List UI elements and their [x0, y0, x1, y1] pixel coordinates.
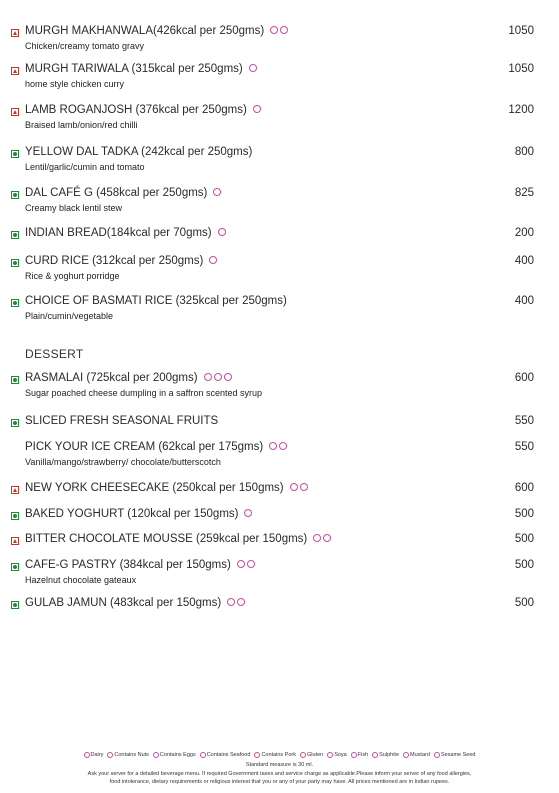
allergen-icon	[237, 560, 245, 568]
allergen-legend	[0, 752, 559, 758]
item-title	[25, 441, 287, 453]
allergen-icon	[313, 534, 321, 542]
item-price: 1200	[508, 104, 534, 116]
legend-item	[327, 752, 347, 758]
item-title	[25, 25, 288, 37]
legend-label: Contains Eggs	[159, 752, 196, 759]
allergen-icon	[300, 483, 308, 491]
item-name: SLICED FRESH SEASONAL FRUITS	[25, 415, 219, 427]
allergen-symbol-icon	[200, 752, 206, 758]
allergen-icon	[279, 442, 287, 450]
item-title	[25, 533, 331, 545]
allergen-symbol-icon	[153, 752, 159, 758]
nonveg-mark-icon	[11, 29, 19, 37]
veg-mark-icon	[11, 376, 19, 384]
item-title	[25, 597, 245, 609]
item-description: Creamy black lentil stew	[25, 203, 123, 213]
allergen-icon	[323, 534, 331, 542]
item-name: DAL CAFÉ G	[25, 187, 93, 199]
item-name: INDIAN BREAD	[25, 227, 107, 239]
allergen-symbol-icon	[434, 752, 440, 758]
allergen-icon	[214, 373, 222, 381]
item-title	[25, 295, 287, 307]
item-title	[25, 63, 257, 75]
legend-item	[200, 752, 251, 758]
legend-label: Fish	[357, 752, 369, 759]
legend-item	[254, 752, 296, 758]
item-calories: (62kcal per 175gms)	[155, 441, 264, 453]
item-calories: (376kcal per 250gms)	[132, 104, 247, 116]
item-calories: (242kcal per 250gms)	[137, 146, 253, 158]
item-price: 500	[514, 597, 534, 609]
legend-item	[153, 752, 196, 758]
legend-label: Contains Nuts	[114, 752, 149, 759]
item-title	[25, 227, 226, 239]
dessert-heading: DESSERT	[25, 347, 84, 361]
item-name: BAKED YOGHURT	[25, 508, 125, 520]
item-price: 600	[514, 482, 534, 494]
allergen-symbol-icon	[327, 752, 333, 758]
item-title	[25, 372, 232, 384]
item-name: PICK YOUR ICE CREAM	[25, 441, 156, 453]
allergen-symbol-icon	[403, 752, 409, 758]
veg-mark-icon	[11, 563, 19, 571]
legend-item	[403, 752, 430, 758]
item-description: Lentil/garlic/cumin and tomato	[25, 162, 145, 172]
veg-mark-icon	[11, 150, 19, 158]
allergen-symbol-icon	[107, 752, 113, 758]
item-name: YELLOW DAL TADKA	[25, 146, 138, 158]
item-calories: (426kcal per 250gms)	[153, 25, 265, 37]
allergen-icon	[218, 228, 226, 236]
allergen-icon	[237, 598, 245, 606]
item-price: 825	[514, 187, 534, 199]
item-price: 550	[514, 441, 534, 453]
item-price: 1050	[508, 63, 534, 75]
veg-mark-icon	[11, 512, 19, 520]
allergen-icon	[227, 598, 235, 606]
legend-label: Contains Seafood	[206, 752, 251, 759]
item-name: BITTER CHOCOLATE MOUSSE	[25, 533, 193, 545]
item-name: RASMALAI	[25, 372, 84, 384]
item-description: Rice & yoghurt porridge	[25, 271, 120, 281]
legend-item	[107, 752, 149, 758]
item-price: 500	[514, 559, 534, 571]
item-calories: (315kcal per 250gms)	[128, 63, 243, 75]
legend-label: Sesame Seed	[440, 752, 476, 759]
veg-mark-icon	[11, 419, 19, 427]
item-price: 400	[514, 295, 534, 307]
item-description: Hazelnut chocolate gateaux	[25, 575, 137, 585]
item-price: 500	[514, 508, 534, 520]
item-name: CAFE-G PASTRY	[25, 559, 117, 571]
item-price: 500	[514, 533, 534, 545]
legend-label: Gluten	[306, 752, 324, 759]
item-description: Sugar poached cheese dumpling in a saffron scented syrup	[25, 388, 262, 398]
item-name: CHOICE OF BASMATI RICE	[25, 295, 173, 307]
item-title	[25, 255, 217, 267]
allergen-symbol-icon	[84, 752, 90, 758]
item-title	[25, 415, 218, 427]
item-title	[25, 559, 255, 571]
veg-mark-icon	[11, 601, 19, 609]
item-name: NEW YORK CHEESECAKE	[25, 482, 170, 494]
item-price: 600	[514, 372, 534, 384]
item-price: 200	[514, 227, 534, 239]
allergen-symbol-icon	[372, 752, 378, 758]
item-calories: (384kcal per 150gms)	[116, 559, 231, 571]
veg-mark-icon	[11, 231, 19, 239]
veg-mark-icon	[11, 259, 19, 267]
legend-label: Mustard	[410, 752, 430, 759]
item-description: Chicken/creamy tomato gravy	[25, 41, 145, 51]
allergen-icon	[280, 26, 288, 34]
item-price: 550	[514, 415, 534, 427]
item-calories: (483kcal per 150gms)	[106, 597, 222, 609]
footer-line-2: food intolerance, dietary requirements or religious interest that you or any of your party may have. All prices mentioned are in Indian rupees.	[109, 779, 450, 785]
item-name: GULAB JAMUN	[25, 597, 107, 609]
item-name: LAMB ROGANJOSH	[25, 104, 133, 116]
legend-label: Sulphite	[379, 752, 400, 759]
allergen-icon	[204, 373, 212, 381]
item-title	[25, 482, 308, 494]
item-price: 800	[514, 146, 534, 158]
allergen-icon	[247, 560, 255, 568]
item-title	[25, 104, 261, 116]
allergen-symbol-icon	[254, 752, 260, 758]
item-calories: (725kcal per 200gms)	[83, 372, 198, 384]
item-calories: (458kcal per 250gms)	[92, 187, 208, 199]
legend-label: Soya	[334, 752, 347, 759]
legend-label: Contains Pork	[261, 752, 296, 759]
allergen-icon	[269, 442, 277, 450]
item-calories: (184kcal per 70gms)	[106, 227, 212, 239]
item-title	[25, 508, 252, 520]
item-calories: (120kcal per 150gms)	[124, 508, 239, 520]
allergen-icon	[224, 373, 232, 381]
legend-item	[434, 752, 476, 758]
item-name: MURGH TARIWALA	[25, 63, 129, 75]
nonveg-mark-icon	[11, 537, 19, 545]
item-calories: (259kcal per 150gms)	[192, 533, 308, 545]
item-description: Braised lamb/onion/red chilli	[25, 120, 138, 130]
veg-mark-icon	[11, 299, 19, 307]
allergen-icon	[244, 509, 252, 517]
allergen-symbol-icon	[351, 752, 357, 758]
item-calories: (325kcal per 250gms)	[172, 295, 287, 307]
allergen-icon	[249, 64, 257, 72]
nonveg-mark-icon	[11, 108, 19, 116]
item-name: CURD RICE	[25, 255, 89, 267]
measure-note: Standard measure is 30 ml.	[245, 762, 314, 768]
allergen-symbol-icon	[300, 752, 306, 758]
allergen-icon	[213, 188, 221, 196]
legend-item	[351, 752, 368, 758]
nonveg-mark-icon	[11, 67, 19, 75]
legend-item	[300, 752, 323, 758]
item-calories: (312kcal per 250gms)	[88, 255, 204, 267]
legend-item	[372, 752, 399, 758]
item-description: Plain/cumin/vegetable	[25, 311, 114, 321]
footer-line-1: Ask your server for a detailed beverage menu. If required Government taxes and service charge as applicable.Please inform your server of any food allergies,	[87, 771, 472, 777]
item-description: Vanilla/mango/strawberry/ chocolate/butterscotch	[25, 457, 221, 467]
item-name: MURGH MAKHANWALA	[25, 25, 153, 37]
item-title	[25, 146, 252, 158]
allergen-icon	[253, 105, 261, 113]
allergen-icon	[209, 256, 217, 264]
item-description: home style chicken curry	[25, 79, 125, 89]
item-title	[25, 187, 221, 199]
allergen-icon	[270, 26, 278, 34]
nonveg-mark-icon	[11, 486, 19, 494]
legend-item	[84, 752, 104, 758]
item-price: 1050	[508, 25, 534, 37]
veg-mark-icon	[11, 191, 19, 199]
allergen-icon	[290, 483, 298, 491]
legend-label: Dairy	[90, 752, 104, 759]
item-calories: (250kcal per 150gms)	[169, 482, 284, 494]
item-price: 400	[514, 255, 534, 267]
